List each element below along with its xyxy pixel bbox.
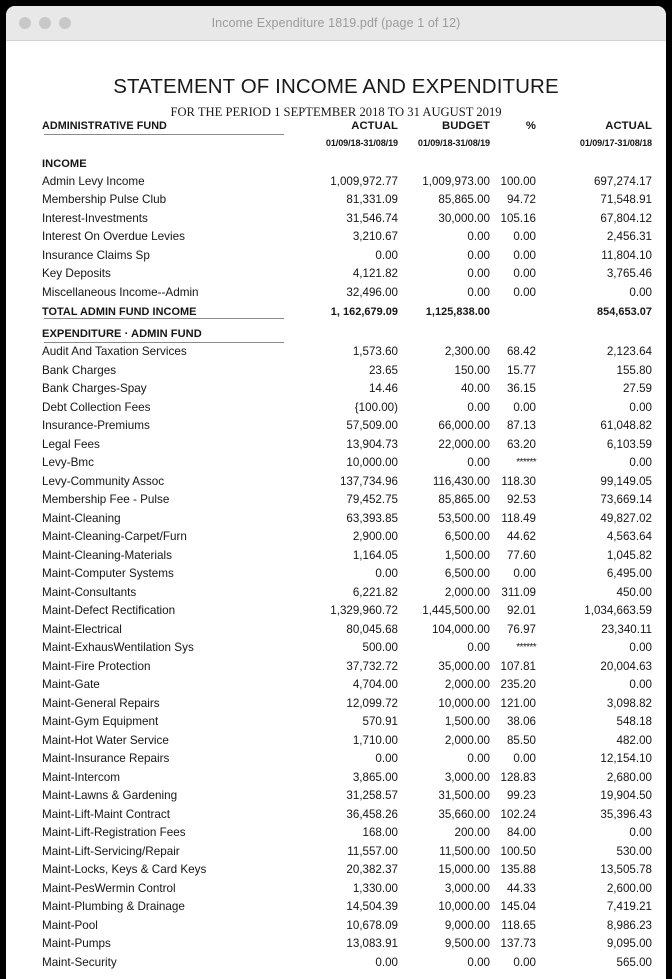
traffic-light-group [19, 6, 71, 40]
page-title: STATEMENT OF INCOME AND EXPENDITURE [113, 75, 559, 98]
row-percent: 118.49 [501, 511, 536, 525]
row-actual: 31,546.74 [346, 211, 398, 225]
row-label: Maint-Plumbing & Drainage [42, 900, 185, 913]
table-row[interactable] [42, 246, 652, 265]
row-percent: 0.00 [513, 248, 536, 262]
table-row[interactable] [42, 805, 652, 824]
row-actual: 36,458.26 [346, 807, 398, 821]
row-actual: 0.00 [375, 248, 398, 262]
column-header-budget: BUDGET [442, 120, 490, 132]
row-percent: 15.77 [506, 363, 536, 377]
row-percent: 0.00 [513, 400, 536, 414]
column-dates-actual: 01/09/18-31/08/19 [325, 138, 398, 148]
row-label: Bank Charges-Spay [42, 382, 147, 395]
row-actual: 10,678.09 [346, 918, 398, 932]
table-row[interactable] [42, 509, 652, 528]
table-row[interactable] [42, 209, 652, 228]
row-budget: 0.00 [467, 230, 490, 243]
table-row[interactable] [42, 265, 652, 284]
row-actual: 81,331.09 [346, 193, 398, 206]
row-label: Levy-Bmc [42, 456, 94, 469]
window-titlebar[interactable] [6, 6, 666, 41]
table-row[interactable] [42, 639, 652, 658]
row-prior-actual: 0.00 [629, 826, 652, 839]
row-prior-actual: 3,765.46 [606, 267, 652, 280]
row-label: Maint-Gym Equipment [42, 715, 159, 728]
row-percent: 118.65 [501, 918, 536, 932]
row-actual: 4,121.82 [352, 267, 398, 280]
row-budget: 104,000.00 [431, 622, 490, 636]
row-budget: 9,500.00 [444, 937, 490, 950]
row-label: Maint-Cleaning-Carpet/Furn [42, 530, 187, 543]
row-percent [490, 639, 536, 658]
window-title: Income Expenditure 1819.pdf (page 1 of 12) [211, 16, 461, 30]
row-prior-actual: 4,563.64 [606, 530, 652, 543]
row-label: Maint-Pool [42, 918, 98, 932]
row-actual: 11,557.00 [347, 844, 398, 858]
row-prior-actual: 2,123.64 [606, 345, 652, 358]
table-row[interactable] [42, 787, 652, 806]
row-prior-actual: 2,680.00 [606, 770, 652, 784]
row-label: Interest-Investments [42, 211, 148, 225]
row-percent: 36.15 [506, 382, 536, 395]
row-actual: 1,329,960.72 [330, 604, 398, 617]
row-percent: 99.23 [506, 789, 536, 802]
row-actual: 10,000.00 [346, 456, 398, 469]
row-actual: 32,496.00 [346, 285, 398, 299]
row-prior-actual: 6,103.59 [606, 437, 652, 451]
row-prior-actual: 13,505.78 [600, 863, 652, 876]
row-prior-actual: 450.00 [616, 585, 652, 599]
row-prior-actual: 27.59 [622, 382, 652, 395]
row-percent: 87.13 [506, 419, 536, 432]
column-dates-prior-actual: 01/09/17-31/08/18 [579, 138, 652, 148]
table-row[interactable] [42, 676, 652, 695]
row-percent: 100.50 [500, 844, 536, 858]
row-actual: 1,710.00 [352, 733, 398, 747]
table-row[interactable] [42, 417, 652, 436]
table-row[interactable] [42, 898, 652, 917]
table-row[interactable] [42, 583, 652, 602]
row-budget: 0.00 [467, 267, 490, 280]
column-header-percent: % [525, 120, 536, 132]
row-actual: 6,221.82 [352, 585, 398, 599]
row-prior-actual: 99,149.05 [600, 474, 652, 488]
row-percent: 102.24 [500, 807, 536, 821]
table-row[interactable] [42, 824, 652, 843]
percent-overflow-marker: ****** [516, 642, 536, 653]
row-budget: 116,430.00 [432, 474, 490, 488]
row-percent: 135.88 [500, 863, 536, 876]
table-row[interactable] [42, 916, 652, 935]
row-budget: 0.00 [467, 248, 490, 262]
row-budget: 0.00 [467, 456, 490, 469]
row-prior-actual: 7,419.21 [606, 900, 652, 913]
row-actual: 14,504.39 [346, 900, 398, 913]
row-percent: 68.42 [506, 345, 536, 358]
row-actual: 0.00 [375, 752, 398, 765]
row-percent: 0.00 [513, 267, 536, 280]
table-row[interactable] [42, 454, 652, 473]
row-percent: 92.53 [506, 493, 536, 506]
row-percent: 0.00 [513, 567, 536, 580]
table-row[interactable] [42, 731, 652, 750]
minimize-button[interactable] [39, 17, 51, 29]
row-actual: 13,083.91 [346, 937, 398, 950]
row-budget: 150.00 [454, 363, 490, 377]
row-actual: 2,900.00 [352, 530, 398, 543]
row-label: Maint-PesWermin Control [42, 881, 176, 895]
row-label: Key Deposits [42, 267, 111, 280]
table-row[interactable] [42, 491, 652, 510]
section-heading-row [42, 149, 652, 172]
row-budget: 2,300.00 [444, 345, 490, 358]
total-budget: 1,125,838.00 [425, 305, 490, 318]
row-label: Maint-Defect Rectification [42, 604, 176, 617]
row-percent: 76.97 [506, 622, 536, 636]
row-actual: 3,210.67 [352, 230, 398, 243]
table-body [42, 120, 652, 972]
income-expenditure-table [42, 120, 652, 972]
table-row[interactable] [42, 879, 652, 898]
row-actual: 500.00 [362, 641, 398, 654]
row-percent: 0.00 [513, 752, 536, 765]
table-row[interactable] [42, 191, 652, 210]
row-prior-actual: 73,669.14 [600, 493, 652, 506]
row-label: Maint-Electrical [42, 622, 122, 636]
row-label: Audit And Taxation Services [42, 345, 187, 358]
table-total-row [42, 302, 652, 318]
row-prior-actual: 2,600.00 [606, 881, 652, 895]
pdf-page-canvas [6, 75, 666, 979]
table-row[interactable] [42, 713, 652, 732]
table-row[interactable] [42, 657, 652, 676]
row-label: Maint-Pumps [42, 937, 111, 950]
table-row[interactable] [42, 842, 652, 861]
row-budget: 1,445,500.00 [422, 604, 490, 617]
row-label: Maint-Locks, Keys & Card Keys [42, 863, 207, 876]
table-row[interactable] [42, 228, 652, 247]
row-label: Admin Levy Income [42, 174, 145, 188]
row-label: Maint-Fire Protection [42, 659, 151, 673]
row-label: Maint-Lawns & Gardening [42, 789, 178, 802]
row-actual: 63,393.85 [346, 511, 398, 525]
row-label: Miscellaneous Income--Admin [42, 285, 199, 299]
section-heading: EXPENDITURE · ADMIN FUND [42, 327, 202, 340]
row-label: Maint-Consultants [42, 585, 137, 599]
row-percent: 38.06 [506, 715, 536, 728]
column-header-prior-actual: ACTUAL [605, 120, 652, 132]
row-label: Insurance Claims Sp [42, 248, 150, 262]
row-budget: 31,500.00 [438, 789, 490, 802]
row-percent [490, 454, 536, 473]
table-row[interactable] [42, 694, 652, 713]
table-header-dates-row [42, 135, 652, 149]
row-budget: 11,500.00 [439, 844, 490, 858]
row-budget: 0.00 [467, 285, 490, 299]
row-prior-actual: 1,045.82 [606, 548, 652, 562]
column-header-fund: ADMINISTRATIVE FUND [42, 120, 167, 132]
row-actual: 57,509.00 [346, 419, 398, 432]
row-label: Maint-Insurance Repairs [42, 752, 170, 765]
row-label: Membership Fee - Pulse [42, 493, 170, 506]
row-prior-actual: 0.00 [629, 285, 652, 299]
row-budget: 2,000.00 [444, 585, 490, 599]
close-button[interactable] [19, 17, 31, 29]
row-actual: 3,865.00 [352, 770, 398, 784]
row-actual: 137,734.96 [339, 474, 398, 488]
row-label: Maint-Lift-Registration Fees [42, 826, 186, 839]
row-prior-actual: 482.00 [616, 733, 652, 747]
row-prior-actual: 565.00 [616, 955, 652, 969]
percent-overflow-marker: ****** [516, 457, 536, 468]
row-percent: 107.81 [500, 659, 536, 673]
table-row[interactable] [42, 361, 652, 380]
page-subtitle: FOR THE PERIOD 1 SEPTEMBER 2018 TO 31 AUGUST 2019 [170, 105, 502, 119]
row-percent: 145.04 [500, 900, 536, 913]
row-actual: 13,904.73 [346, 437, 398, 451]
row-budget: 10,000.00 [438, 696, 490, 710]
row-prior-actual: 23,340.11 [601, 622, 652, 636]
row-label: Maint-Lift-Servicing/Repair [42, 844, 180, 858]
row-actual: 1,330.00 [352, 881, 398, 895]
row-percent: 44.62 [506, 530, 536, 543]
section-heading-row [42, 319, 652, 342]
row-prior-actual: 2,456.31 [606, 230, 652, 243]
row-prior-actual: 0.00 [629, 678, 652, 691]
section-heading: INCOME [42, 158, 87, 170]
row-budget: 35,660.00 [438, 807, 490, 821]
table-row[interactable] [42, 343, 652, 362]
row-label: Interest On Overdue Levies [42, 230, 185, 243]
table-row[interactable] [42, 380, 652, 399]
row-prior-actual: 0.00 [629, 641, 652, 654]
table-row[interactable] [42, 602, 652, 621]
row-budget: 85,865.00 [438, 193, 490, 206]
row-actual: 80,045.68 [346, 622, 398, 636]
row-percent: 63.20 [506, 437, 536, 451]
row-percent: 77.60 [506, 548, 536, 562]
table-row[interactable] [42, 435, 652, 454]
row-actual: 1,573.60 [352, 345, 398, 358]
table-row[interactable] [42, 861, 652, 880]
row-percent: 94.72 [506, 193, 536, 206]
row-label: Levy-Community Assoc [42, 474, 165, 488]
row-actual: 31,258.57 [346, 789, 398, 802]
row-percent: 84.00 [506, 826, 536, 839]
row-budget: 85,865.00 [438, 493, 490, 506]
row-budget: 6,500.00 [444, 567, 490, 580]
row-prior-actual: 67,804.12 [600, 211, 652, 225]
row-actual: 168.00 [362, 826, 398, 839]
table-header-row [42, 120, 652, 134]
row-actual: 14.46 [368, 382, 398, 395]
row-percent: 0.00 [513, 285, 536, 299]
row-budget: 9,000.00 [444, 918, 490, 932]
row-percent: 128.83 [500, 770, 536, 784]
row-budget: 0.00 [467, 400, 490, 414]
table-row[interactable] [42, 953, 652, 972]
table-row[interactable] [42, 620, 652, 639]
row-label: Maint-Lift-Maint Contract [42, 807, 170, 821]
row-percent: 118.30 [501, 474, 536, 488]
row-prior-actual: 8,986.23 [606, 918, 652, 932]
row-percent: 137.73 [500, 937, 536, 950]
row-label: Bank Charges [42, 363, 117, 377]
row-percent: 311.09 [501, 585, 536, 599]
row-prior-actual: 20,004.63 [600, 659, 652, 673]
table-row[interactable] [42, 283, 652, 302]
row-prior-actual: 35,396.43 [600, 807, 652, 821]
row-label: Maint-Security [42, 955, 117, 969]
column-dates-budget: 01/09/18-31/08/19 [417, 138, 490, 148]
row-prior-actual: 11,804.10 [601, 248, 652, 262]
row-actual: 12,099.72 [346, 696, 398, 710]
row-prior-actual: 9,095.00 [606, 937, 652, 950]
row-label: Maint-Hot Water Service [42, 733, 169, 747]
row-percent: 85.50 [506, 733, 536, 747]
row-label: Maint-Computer Systems [42, 567, 174, 580]
row-actual: {100.00) [354, 400, 398, 414]
row-prior-actual: 49,827.02 [600, 511, 652, 525]
row-budget: 3,000.00 [444, 881, 490, 895]
row-prior-actual: 697,274.17 [593, 174, 652, 188]
table-row[interactable] [42, 750, 652, 769]
row-percent: 105.16 [500, 211, 536, 225]
row-budget: 2,000.00 [444, 678, 490, 691]
row-label: Maint-Cleaning-Materials [42, 548, 172, 562]
table-row[interactable] [42, 546, 652, 565]
row-prior-actual: 19,904.50 [600, 789, 652, 802]
row-percent: 92.01 [506, 604, 536, 617]
column-dates-percent [490, 135, 536, 149]
table-row[interactable] [42, 398, 652, 417]
row-budget: 3,000.00 [444, 770, 490, 784]
row-actual: 0.00 [375, 955, 398, 969]
row-actual: 0.00 [375, 567, 398, 580]
row-budget: 200.00 [454, 826, 490, 839]
row-budget: 10,000.00 [438, 900, 490, 913]
row-actual: 23.65 [368, 363, 398, 377]
row-actual: 570.91 [362, 715, 398, 728]
row-prior-actual: 0.00 [629, 400, 652, 414]
row-budget: 0.00 [467, 641, 490, 654]
row-label: Legal Fees [42, 437, 100, 451]
row-budget: 0.00 [467, 752, 490, 765]
row-actual: 37,732.72 [346, 659, 398, 673]
row-label: Maint-Cleaning [42, 511, 121, 525]
row-percent: 0.00 [513, 955, 536, 969]
row-budget: 2,000.00 [444, 733, 490, 747]
row-budget: 15,000.00 [438, 863, 490, 876]
financial-statement [6, 120, 666, 972]
row-percent: 44.33 [506, 881, 536, 895]
table-row[interactable] [42, 172, 652, 191]
row-budget: 1,009,973.00 [422, 174, 490, 188]
row-prior-actual: 61,048.82 [600, 419, 652, 432]
row-actual: 4,704.00 [352, 678, 398, 691]
row-budget: 53,500.00 [438, 511, 490, 525]
row-actual: 79,452.75 [346, 493, 398, 506]
row-percent: 0.00 [513, 230, 536, 243]
row-actual: 1,009,972.77 [330, 174, 398, 188]
total-actual: 1, 162,679.09 [330, 305, 398, 318]
row-label: Maint-General Repairs [42, 696, 160, 710]
row-percent: 100.00 [500, 174, 536, 188]
row-percent: 235.20 [500, 678, 536, 691]
total-percent [490, 302, 536, 318]
table-row[interactable] [42, 472, 652, 491]
row-budget: 35,000.00 [438, 659, 490, 673]
zoom-button[interactable] [59, 17, 71, 29]
row-label: Insurance-Premiums [42, 419, 150, 432]
row-budget: 22,000.00 [438, 437, 490, 451]
row-prior-actual: 1,034,663.59 [584, 604, 652, 617]
row-budget: 40.00 [460, 382, 490, 395]
table-row[interactable] [42, 935, 652, 954]
row-budget: 0.00 [467, 955, 490, 969]
row-label: Maint-ExhausWentilation Sys [42, 641, 194, 654]
row-label: Debt Collection Fees [42, 400, 151, 414]
row-actual: 1,164.05 [352, 548, 398, 562]
row-budget: 1,500.00 [444, 548, 490, 562]
pdf-viewer-window [6, 6, 666, 969]
total-label: TOTAL ADMIN FUND INCOME [42, 305, 197, 318]
row-actual: 20,382.37 [346, 863, 398, 876]
column-header-actual: ACTUAL [351, 120, 398, 132]
row-prior-actual: 3,098.82 [606, 696, 652, 710]
row-budget: 6,500.00 [444, 530, 490, 543]
row-percent: 121.00 [500, 696, 536, 710]
row-label: Membership Pulse Club [42, 193, 167, 206]
row-label: Maint-Gate [42, 678, 100, 691]
row-prior-actual: 6,495.00 [606, 567, 652, 580]
table-row[interactable] [42, 528, 652, 547]
row-budget: 30,000.00 [438, 211, 490, 225]
table-row[interactable] [42, 768, 652, 787]
row-budget: 1,500.00 [444, 715, 490, 728]
row-label: Maint-Intercom [42, 770, 120, 784]
row-prior-actual: 548.18 [616, 715, 652, 728]
row-prior-actual: 12,154.10 [600, 752, 652, 765]
row-prior-actual: 0.00 [629, 456, 652, 469]
row-budget: 66,000.00 [438, 419, 490, 432]
row-prior-actual: 530.00 [616, 844, 652, 858]
total-prior-actual: 854,653.07 [596, 305, 652, 318]
row-prior-actual: 155.80 [616, 363, 652, 377]
table-row[interactable] [42, 565, 652, 584]
row-prior-actual: 71,548.91 [600, 193, 652, 206]
